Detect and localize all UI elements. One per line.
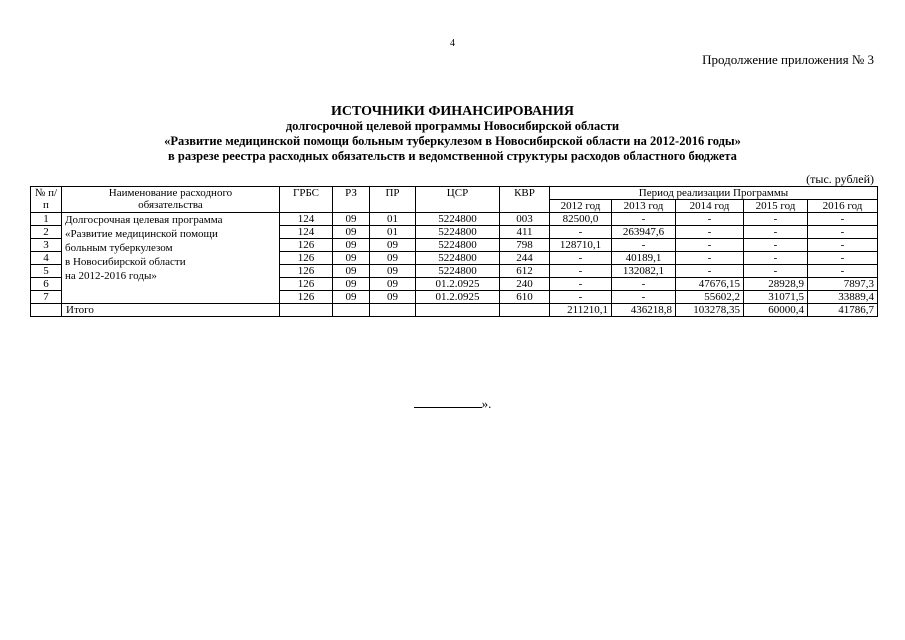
cell-pr: 09 — [370, 278, 416, 291]
cell-csr: 01.2.0925 — [416, 278, 500, 291]
cell-pr: 09 — [370, 291, 416, 304]
total-num-empty — [31, 304, 62, 317]
cell-pr: 09 — [370, 239, 416, 252]
cell-2016: 7897,3 — [808, 278, 878, 291]
total-2015: 60000,4 — [744, 304, 808, 317]
units-note: (тыс. рублей) — [806, 172, 874, 186]
cell-2014: 47676,15 — [676, 278, 744, 291]
title-line-4: в разрезе реестра расходных обязательств и ведомственной структуры расходов областного бюджета — [168, 149, 737, 163]
cell-2015: - — [744, 252, 808, 265]
total-2016: 41786,7 — [808, 304, 878, 317]
cell-csr: 5224800 — [416, 252, 500, 265]
total-empty-grbs — [280, 304, 333, 317]
cell-2014: - — [676, 239, 744, 252]
financing-table — [30, 186, 878, 317]
header-num: № п/п — [31, 187, 62, 213]
cell-2014: 55602,2 — [676, 291, 744, 304]
cell-2013: 40189,1 — [612, 252, 676, 265]
total-label: Итого — [62, 304, 280, 317]
cell-grbs: 126 — [280, 278, 333, 291]
cell-csr: 5224800 — [416, 239, 500, 252]
cell-2014: - — [676, 252, 744, 265]
cell-kvr: 612 — [500, 265, 550, 278]
cell-2016: - — [808, 265, 878, 278]
cell-rz: 09 — [333, 213, 370, 226]
cell-2013: - — [612, 213, 676, 226]
cell-2012: - — [550, 252, 612, 265]
blank-underline — [414, 396, 482, 408]
cell-2016: - — [808, 213, 878, 226]
page-number: 4 — [450, 38, 455, 49]
cell-rz: 09 — [333, 291, 370, 304]
cell-2013: 263947,6 — [612, 226, 676, 239]
cell-2012: - — [550, 291, 612, 304]
signature-line — [0, 396, 905, 412]
cell-2012: - — [550, 265, 612, 278]
program-name-line: Долгосрочная целевая программа — [65, 214, 223, 226]
row-num: 3 — [31, 239, 62, 252]
total-empty-rz — [333, 304, 370, 317]
header-year-2014: 2014 год — [676, 200, 744, 213]
cell-2015: - — [744, 226, 808, 239]
cell-2015: - — [744, 239, 808, 252]
cell-grbs: 126 — [280, 291, 333, 304]
cell-2014: - — [676, 226, 744, 239]
header-year-2016: 2016 год — [808, 200, 878, 213]
document-title — [0, 104, 905, 164]
row-num: 4 — [31, 252, 62, 265]
cell-rz: 09 — [333, 239, 370, 252]
cell-kvr: 003 — [500, 213, 550, 226]
header-year-2012: 2012 год — [550, 200, 612, 213]
title-line-1: ИСТОЧНИКИ ФИНАНСИРОВАНИЯ — [331, 104, 574, 119]
cell-2012: 128710,1 — [550, 239, 612, 252]
cell-kvr: 411 — [500, 226, 550, 239]
header-year-2013: 2013 год — [612, 200, 676, 213]
cell-grbs: 124 — [280, 226, 333, 239]
cell-csr: 5224800 — [416, 226, 500, 239]
table-row — [31, 213, 878, 226]
cell-2013: - — [612, 239, 676, 252]
cell-kvr: 240 — [500, 278, 550, 291]
header-pr: ПР — [370, 187, 416, 213]
cell-2015: 28928,9 — [744, 278, 808, 291]
cell-2012: 82500,0 — [550, 213, 612, 226]
title-line-2: долгосрочной целевой программы Новосибирской области — [285, 119, 620, 133]
header-csr: ЦСР — [416, 187, 500, 213]
program-name-cell — [62, 213, 280, 304]
total-empty-kvr — [500, 304, 550, 317]
cell-2013: - — [612, 291, 676, 304]
total-empty-csr — [416, 304, 500, 317]
row-num: 1 — [31, 213, 62, 226]
cell-grbs: 126 — [280, 239, 333, 252]
cell-2013: 132082,1 — [612, 265, 676, 278]
cell-2014: - — [676, 213, 744, 226]
cell-2016: - — [808, 226, 878, 239]
cell-pr: 09 — [370, 252, 416, 265]
header-period: Период реализации Программы — [550, 187, 878, 200]
program-name-line: «Развитие медицинской помощи — [65, 228, 218, 240]
cell-2014: - — [676, 265, 744, 278]
cell-grbs: 126 — [280, 252, 333, 265]
cell-2016: 33889,4 — [808, 291, 878, 304]
cell-2016: - — [808, 239, 878, 252]
cell-2012: - — [550, 278, 612, 291]
total-2014: 103278,35 — [676, 304, 744, 317]
cell-pr: 09 — [370, 265, 416, 278]
closing-quote: ». — [481, 396, 492, 411]
cell-rz: 09 — [333, 278, 370, 291]
cell-kvr: 798 — [500, 239, 550, 252]
header-rz: РЗ — [333, 187, 370, 213]
cell-kvr: 244 — [500, 252, 550, 265]
cell-rz: 09 — [333, 265, 370, 278]
row-num: 7 — [31, 291, 62, 304]
row-num: 5 — [31, 265, 62, 278]
cell-rz: 09 — [333, 226, 370, 239]
header-year-2015: 2015 год — [744, 200, 808, 213]
cell-2015: 31071,5 — [744, 291, 808, 304]
cell-2015: - — [744, 213, 808, 226]
cell-csr: 5224800 — [416, 213, 500, 226]
cell-pr: 01 — [370, 213, 416, 226]
header-name: Наименование расходного обязательства — [62, 187, 280, 213]
cell-2016: - — [808, 252, 878, 265]
program-name-line: больным туберкулезом — [65, 242, 173, 254]
header-kvr: КВР — [500, 187, 550, 213]
cell-rz: 09 — [333, 252, 370, 265]
appendix-continuation: Продолжение приложения № 3 — [702, 52, 874, 67]
cell-kvr: 610 — [500, 291, 550, 304]
total-row — [31, 304, 878, 317]
title-line-3: «Развитие медицинской помощи больным туберкулезом в Новосибирской области на 2012-2016 годы» — [164, 134, 741, 148]
total-2013: 436218,8 — [612, 304, 676, 317]
cell-pr: 01 — [370, 226, 416, 239]
row-num: 2 — [31, 226, 62, 239]
cell-grbs: 126 — [280, 265, 333, 278]
total-empty-pr — [370, 304, 416, 317]
cell-2013: - — [612, 278, 676, 291]
cell-csr: 5224800 — [416, 265, 500, 278]
cell-csr: 01.2.0925 — [416, 291, 500, 304]
row-num: 6 — [31, 278, 62, 291]
header-grbs: ГРБС — [280, 187, 333, 213]
total-2012: 211210,1 — [550, 304, 612, 317]
cell-grbs: 124 — [280, 213, 333, 226]
program-name-line: на 2012-2016 годы» — [65, 270, 157, 282]
program-name-line: в Новосибирской области — [65, 256, 186, 268]
cell-2012: - — [550, 226, 612, 239]
cell-2015: - — [744, 265, 808, 278]
